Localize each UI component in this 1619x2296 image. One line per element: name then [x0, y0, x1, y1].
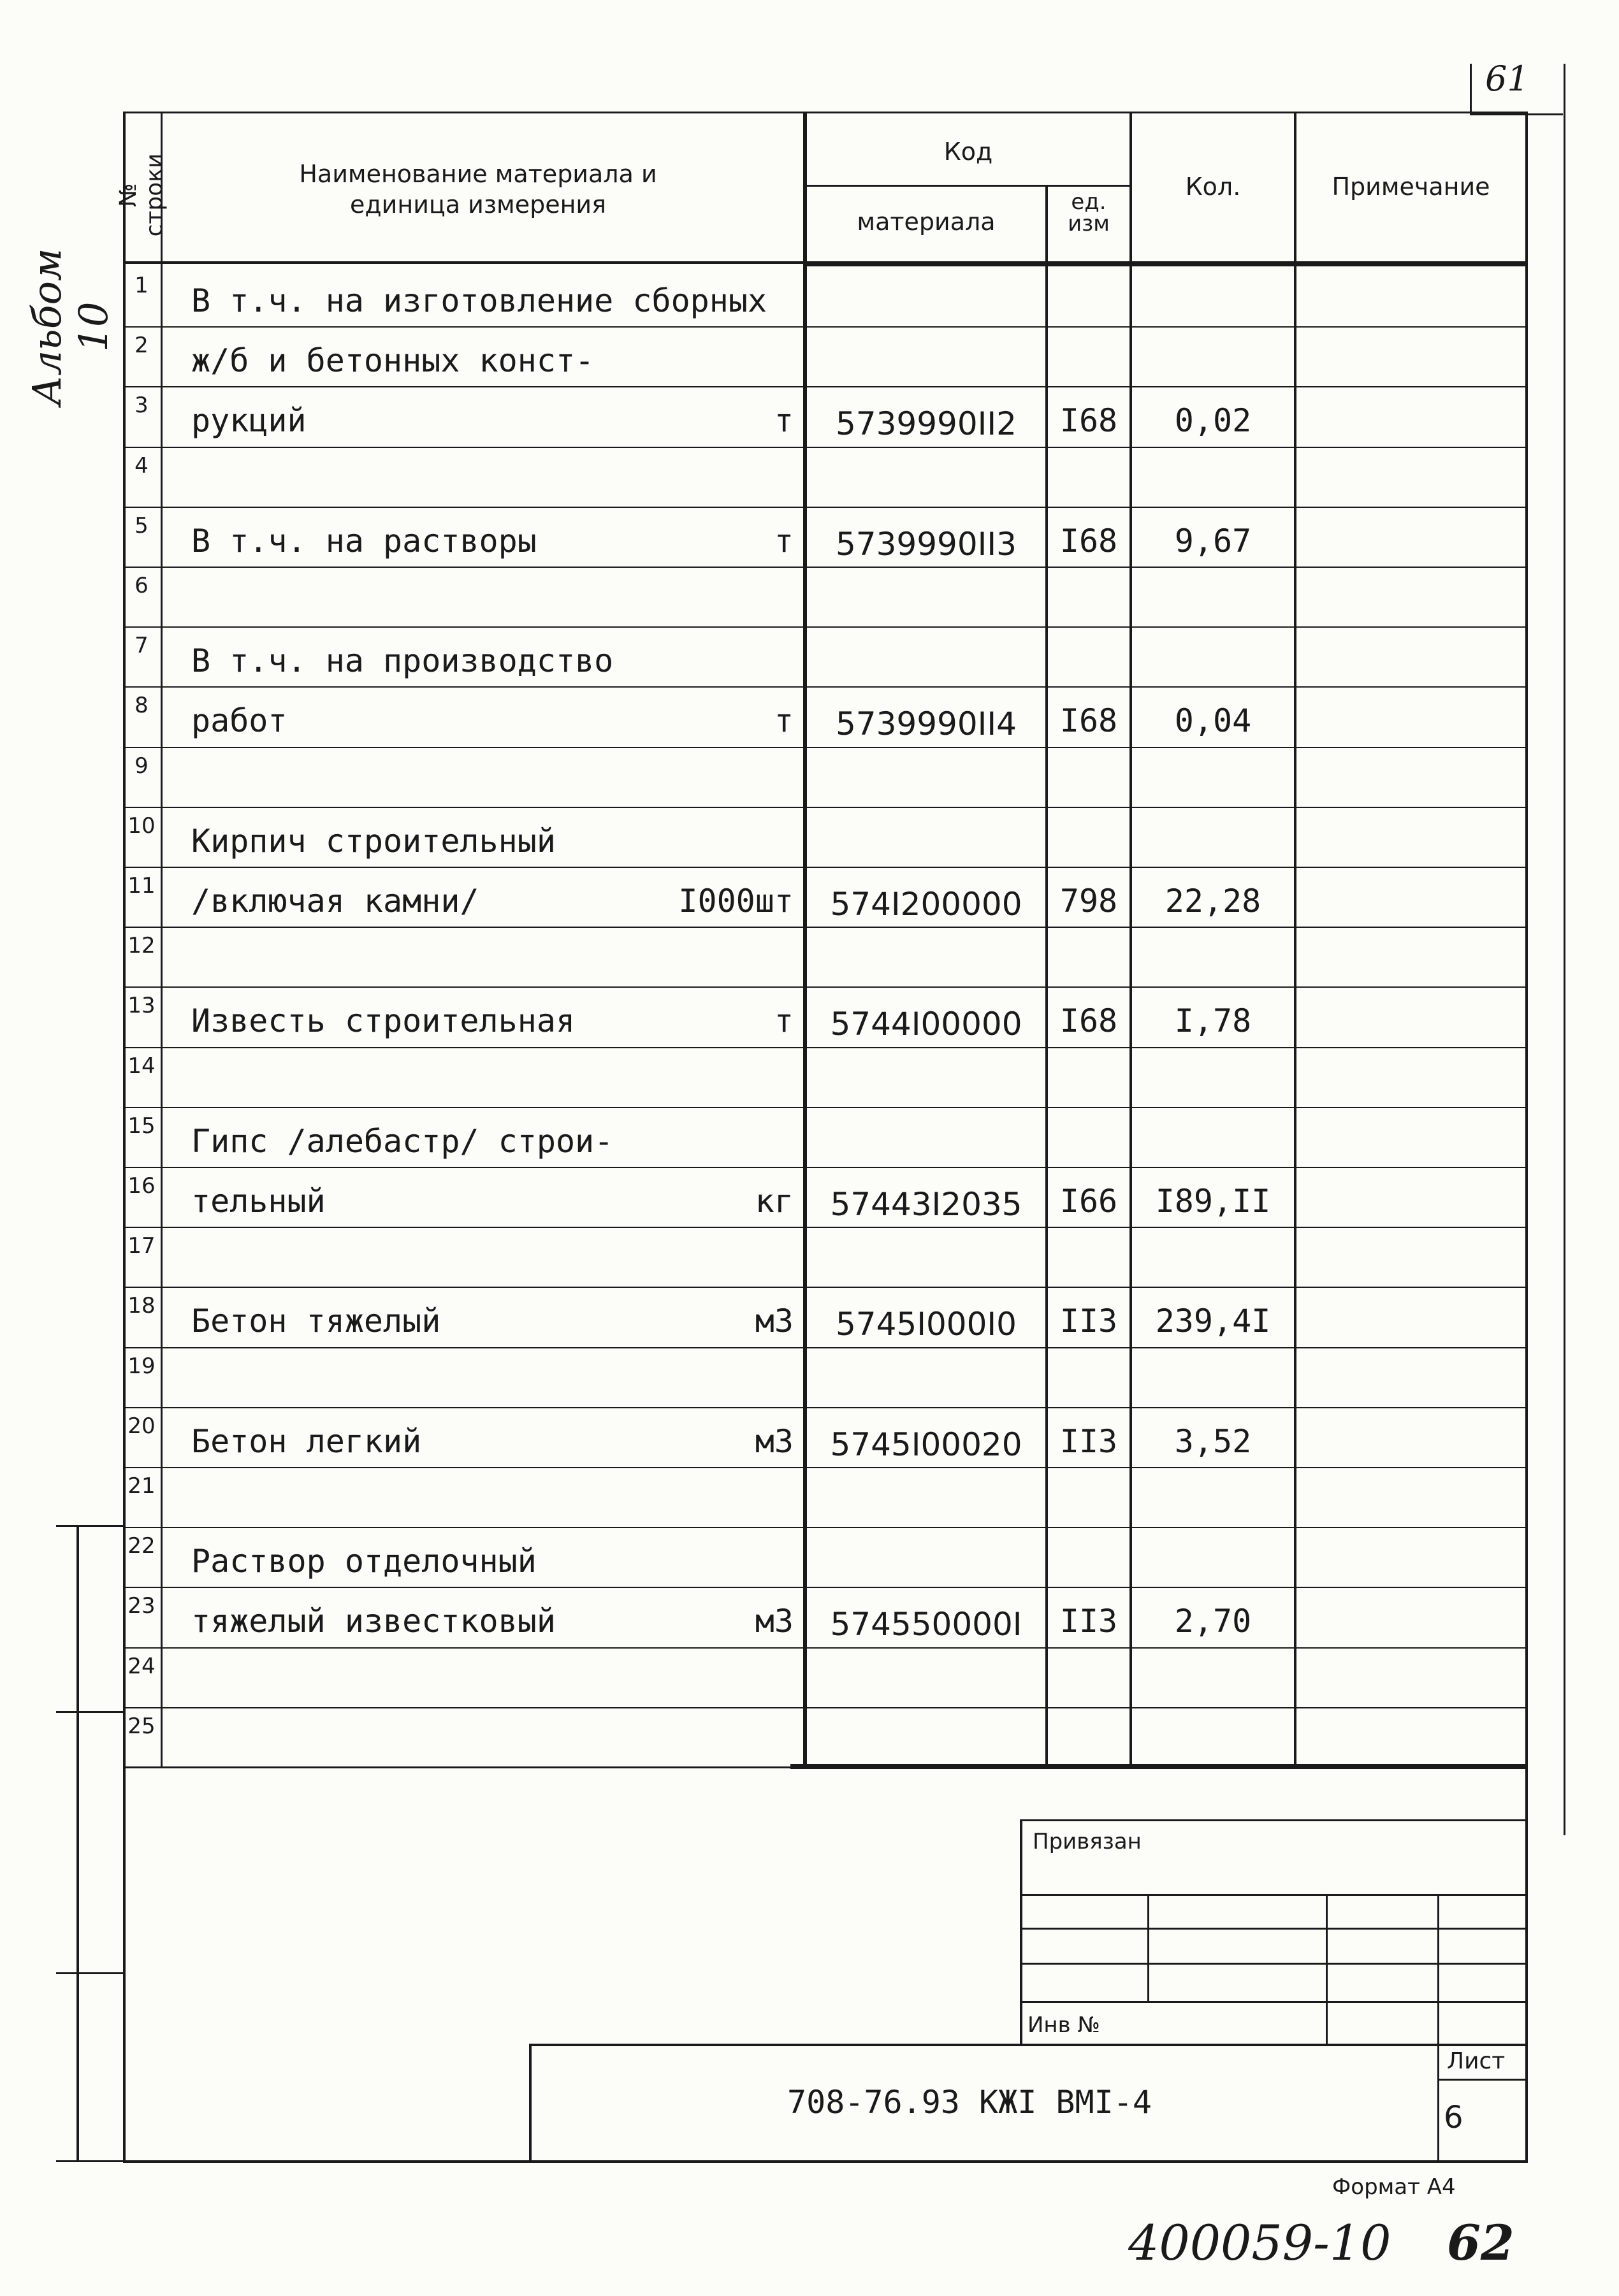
stamp-privyazan-label: Привязан	[1033, 1829, 1142, 1854]
row-number: 25	[127, 1713, 156, 1739]
material-name: работ	[191, 702, 287, 740]
row-divider	[123, 747, 1525, 748]
row-number: 23	[127, 1593, 156, 1619]
top-right-vertical-mark	[1470, 64, 1472, 115]
row-divider	[123, 1347, 1525, 1348]
sheet-number: 6	[1444, 2100, 1463, 2135]
top-right-underline	[1470, 113, 1563, 115]
material-name: рукций	[191, 402, 307, 440]
page-number-top: 61	[1485, 59, 1529, 99]
unit-of-measure: м3	[755, 1303, 794, 1340]
header-qty: Кол.	[1185, 173, 1241, 201]
unit-code: II3	[1059, 1422, 1118, 1460]
stamp-privyazan-left	[1020, 1819, 1022, 2046]
material-code: 574I200000	[830, 886, 1022, 923]
titleblock-top	[529, 2044, 1528, 2046]
unit-of-measure: м3	[755, 1422, 794, 1460]
quantity: 22,28	[1165, 883, 1261, 920]
row-number: 17	[127, 1233, 156, 1259]
quantity: 9,67	[1174, 522, 1252, 560]
row-number: 14	[127, 1053, 156, 1079]
quantity: 2,70	[1174, 1603, 1252, 1640]
sheet-label-line	[1437, 2079, 1528, 2081]
row-divider	[123, 1407, 1525, 1408]
unit-of-measure: т	[774, 702, 794, 740]
row-divider	[123, 1107, 1525, 1108]
row-divider	[123, 326, 1525, 328]
row-number: 12	[127, 933, 156, 959]
row-divider	[123, 386, 1525, 387]
material-name: В т.ч. на производство	[191, 642, 614, 680]
material-name: Кирпич строительный	[191, 822, 556, 860]
unit-code: I68	[1059, 1002, 1118, 1040]
header-code-material: материала	[857, 208, 996, 236]
stamp-line-1	[1020, 1894, 1528, 1896]
frame-right	[1525, 112, 1528, 2162]
material-name: тельный	[191, 1183, 326, 1220]
material-name: ж/б и бетонных конст-	[191, 342, 595, 380]
row-divider	[123, 1467, 1525, 1468]
titleblock-left	[529, 2044, 532, 2162]
material-name: /включая камни/	[191, 883, 479, 920]
material-code: 5739990II3	[836, 525, 1017, 563]
col-qty-right	[1294, 112, 1296, 1768]
material-code: 57443I2035	[830, 1186, 1022, 1223]
row-number: 13	[127, 993, 156, 1019]
row-divider	[123, 447, 1525, 448]
row-divider	[123, 686, 1525, 688]
row-number: 8	[134, 693, 149, 719]
row-divider	[123, 1587, 1525, 1588]
row-divider	[123, 507, 1525, 508]
row-divider	[123, 1047, 1525, 1048]
row-number: 22	[127, 1533, 156, 1559]
material-name: тяжелый известковый	[191, 1603, 556, 1640]
row-number: 4	[134, 452, 149, 479]
unit-of-measure: I000шт	[678, 883, 794, 920]
stamp-line-3	[1020, 1963, 1528, 1965]
col-rowno-right	[161, 112, 163, 1768]
binding-strip-bottom	[56, 2160, 123, 2162]
quantity: I89,II	[1155, 1183, 1271, 1220]
row-divider	[123, 1227, 1525, 1228]
thick-top-border	[803, 261, 1525, 266]
row-number: 9	[134, 753, 149, 779]
code-subheader-line	[807, 185, 1129, 187]
row-divider	[123, 1707, 1525, 1708]
row-divider	[123, 807, 1525, 808]
frame-top	[123, 112, 1525, 113]
unit-of-measure: т	[774, 522, 794, 560]
row-divider	[123, 626, 1525, 628]
material-name: Раствор отделочный	[191, 1543, 537, 1580]
stamp-line-2	[1020, 1928, 1528, 1930]
material-code: 5745I00020	[830, 1426, 1022, 1463]
unit-code: I68	[1059, 522, 1118, 560]
quantity: 239,4I	[1155, 1303, 1271, 1340]
stamp-inv-label: Инв №	[1027, 2012, 1100, 2038]
header-code-unit: ед. изм	[1068, 189, 1110, 236]
material-code: 574550000I	[830, 1606, 1022, 1643]
row-number: 5	[134, 512, 149, 538]
unit-code: I68	[1059, 702, 1118, 740]
stamp-vline-3	[1437, 1894, 1439, 2162]
archive-page: 62	[1447, 2214, 1514, 2271]
frame-bottom	[123, 2160, 1528, 2163]
row-number: 20	[127, 1413, 156, 1439]
col-unit-right	[1129, 112, 1132, 1768]
material-code: 5744I00000	[830, 1006, 1022, 1043]
row-number: 2	[134, 333, 149, 359]
quantity: I,78	[1174, 1002, 1252, 1040]
format-label: Формат А4	[1332, 2174, 1456, 2200]
row-divider	[123, 1767, 1525, 1768]
row-divider	[123, 986, 1525, 988]
archive-number: 400059-10	[1128, 2214, 1391, 2271]
quantity: 3,52	[1174, 1422, 1252, 1460]
material-name: Бетон тяжелый	[191, 1303, 441, 1340]
row-divider	[123, 1167, 1525, 1168]
binding-strip-mid1	[56, 1711, 123, 1713]
row-number: 1	[134, 273, 149, 298]
material-code: 5745I000I0	[836, 1306, 1017, 1343]
col-name-right	[803, 112, 807, 1768]
binding-strip-left	[76, 1525, 79, 2162]
header-name: Наименование материала и единица измерения	[299, 160, 657, 219]
quantity: 0,04	[1174, 702, 1252, 740]
binding-strip-top	[56, 1525, 123, 1527]
material-code: 5739990II4	[836, 705, 1017, 743]
unit-of-measure: т	[774, 1002, 794, 1040]
stamp-privyazan-top	[1020, 1819, 1528, 1821]
unit-of-measure: кг	[755, 1183, 794, 1220]
row-number: 21	[127, 1473, 156, 1499]
right-edge-line	[1564, 64, 1565, 1835]
row-divider	[123, 1287, 1525, 1288]
header-note: Примечание	[1332, 173, 1490, 201]
unit-code: II3	[1059, 1303, 1118, 1340]
unit-code: I68	[1059, 402, 1118, 440]
material-name: Бетон легкий	[191, 1422, 422, 1460]
stamp-vline-1	[1147, 1894, 1149, 2001]
binding-strip-mid2	[56, 1972, 123, 1974]
material-name: В т.ч. на изготовление сборных	[191, 282, 767, 319]
row-number: 6	[134, 573, 149, 598]
row-divider	[123, 927, 1525, 928]
row-number: 3	[134, 393, 149, 419]
row-divider	[123, 1647, 1525, 1649]
material-name: В т.ч. на растворы	[191, 522, 537, 560]
sheet-label: Лист	[1447, 2048, 1506, 2074]
row-number: 15	[127, 1113, 156, 1139]
material-name: Гипс /алебастр/ строи-	[191, 1122, 614, 1160]
row-number: 19	[127, 1353, 156, 1379]
header-rowno: № строки	[115, 153, 168, 237]
row-divider	[123, 1527, 1525, 1528]
stamp-vline-2	[1326, 1894, 1328, 2046]
unit-code: 798	[1059, 883, 1118, 920]
row-number: 11	[127, 873, 156, 899]
album-margin-label: Альбом 10	[24, 248, 117, 406]
row-number: 7	[134, 633, 149, 659]
unit-code: I66	[1059, 1183, 1118, 1220]
doc-code: 708-76.93 КЖI ВМI-4	[787, 2084, 1152, 2121]
header-code: Код	[943, 138, 993, 166]
row-number: 16	[127, 1173, 156, 1199]
row-number: 18	[127, 1293, 156, 1319]
stamp-line-4	[1020, 2001, 1528, 2003]
quantity: 0,02	[1174, 402, 1252, 440]
material-name: Известь строительная	[191, 1002, 576, 1040]
row-divider	[123, 567, 1525, 568]
material-code: 5739990II2	[836, 405, 1017, 443]
unit-of-measure: т	[774, 402, 794, 440]
row-number: 10	[127, 812, 156, 839]
unit-of-measure: м3	[755, 1603, 794, 1640]
row-number: 24	[127, 1653, 156, 1679]
row-divider	[123, 867, 1525, 868]
unit-code: II3	[1059, 1603, 1118, 1640]
